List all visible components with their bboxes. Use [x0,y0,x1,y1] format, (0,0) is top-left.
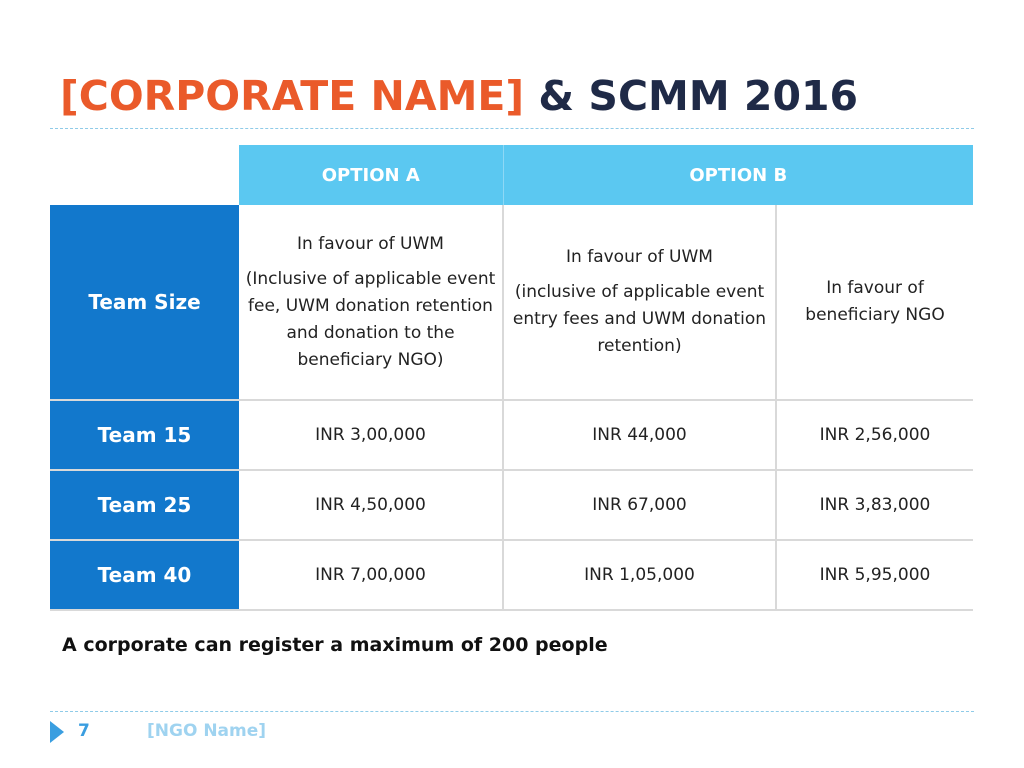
option-a-desc-detail: (Inclusive of applicable event fee, UWM donation retention and donation to the beneficiary NGO) [245,268,496,370]
option-b-uwm-desc-detail: (inclusive of applicable event entry fees and UWM donation retention) [512,282,767,356]
row-label-team-size: Team Size [50,205,239,400]
cell-option-b-ngo: INR 2,56,000 [776,400,973,470]
table-header-row [50,145,973,205]
page-number: 7 [78,721,90,741]
cell-option-b-ngo: INR 3,83,000 [776,470,973,540]
table-row [50,540,973,610]
cell-option-b-uwm: INR 67,000 [503,470,776,540]
triangle-arrow-icon [50,721,64,743]
title-divider [50,128,974,129]
corporate-name-placeholder: [CORPORATE NAME] [60,72,525,120]
row-label-team-25: Team 25 [50,470,239,540]
registration-note: A corporate can register a maximum of 200 people [62,634,608,656]
table-row [50,400,973,470]
row-label-team-40: Team 40 [50,540,239,610]
option-a-desc-title: In favour of UWM [297,233,444,254]
cell-option-a: INR 4,50,000 [239,470,503,540]
header-empty-cell [50,145,239,205]
option-b-uwm-desc-title: In favour of UWM [566,247,713,267]
cell-option-b-uwm: INR 44,000 [503,400,776,470]
pricing-table [50,145,973,611]
ngo-name-placeholder: [NGO Name] [147,721,267,741]
option-b-uwm-description [503,205,776,400]
header-option-a: OPTION A [239,145,503,205]
cell-option-a: INR 7,00,000 [239,540,503,610]
option-b-ngo-description: In favour of beneficiary NGO [776,205,973,400]
cell-option-b-uwm: INR 1,05,000 [503,540,776,610]
event-title: & SCMM 2016 [524,72,859,120]
footer-divider [50,711,974,712]
option-a-description [239,205,503,400]
slide-title [60,72,858,120]
row-label-team-15: Team 15 [50,400,239,470]
cell-option-b-ngo: INR 5,95,000 [776,540,973,610]
table-row [50,470,973,540]
description-row [50,205,973,400]
cell-option-a: INR 3,00,000 [239,400,503,470]
header-option-b: OPTION B [503,145,973,205]
